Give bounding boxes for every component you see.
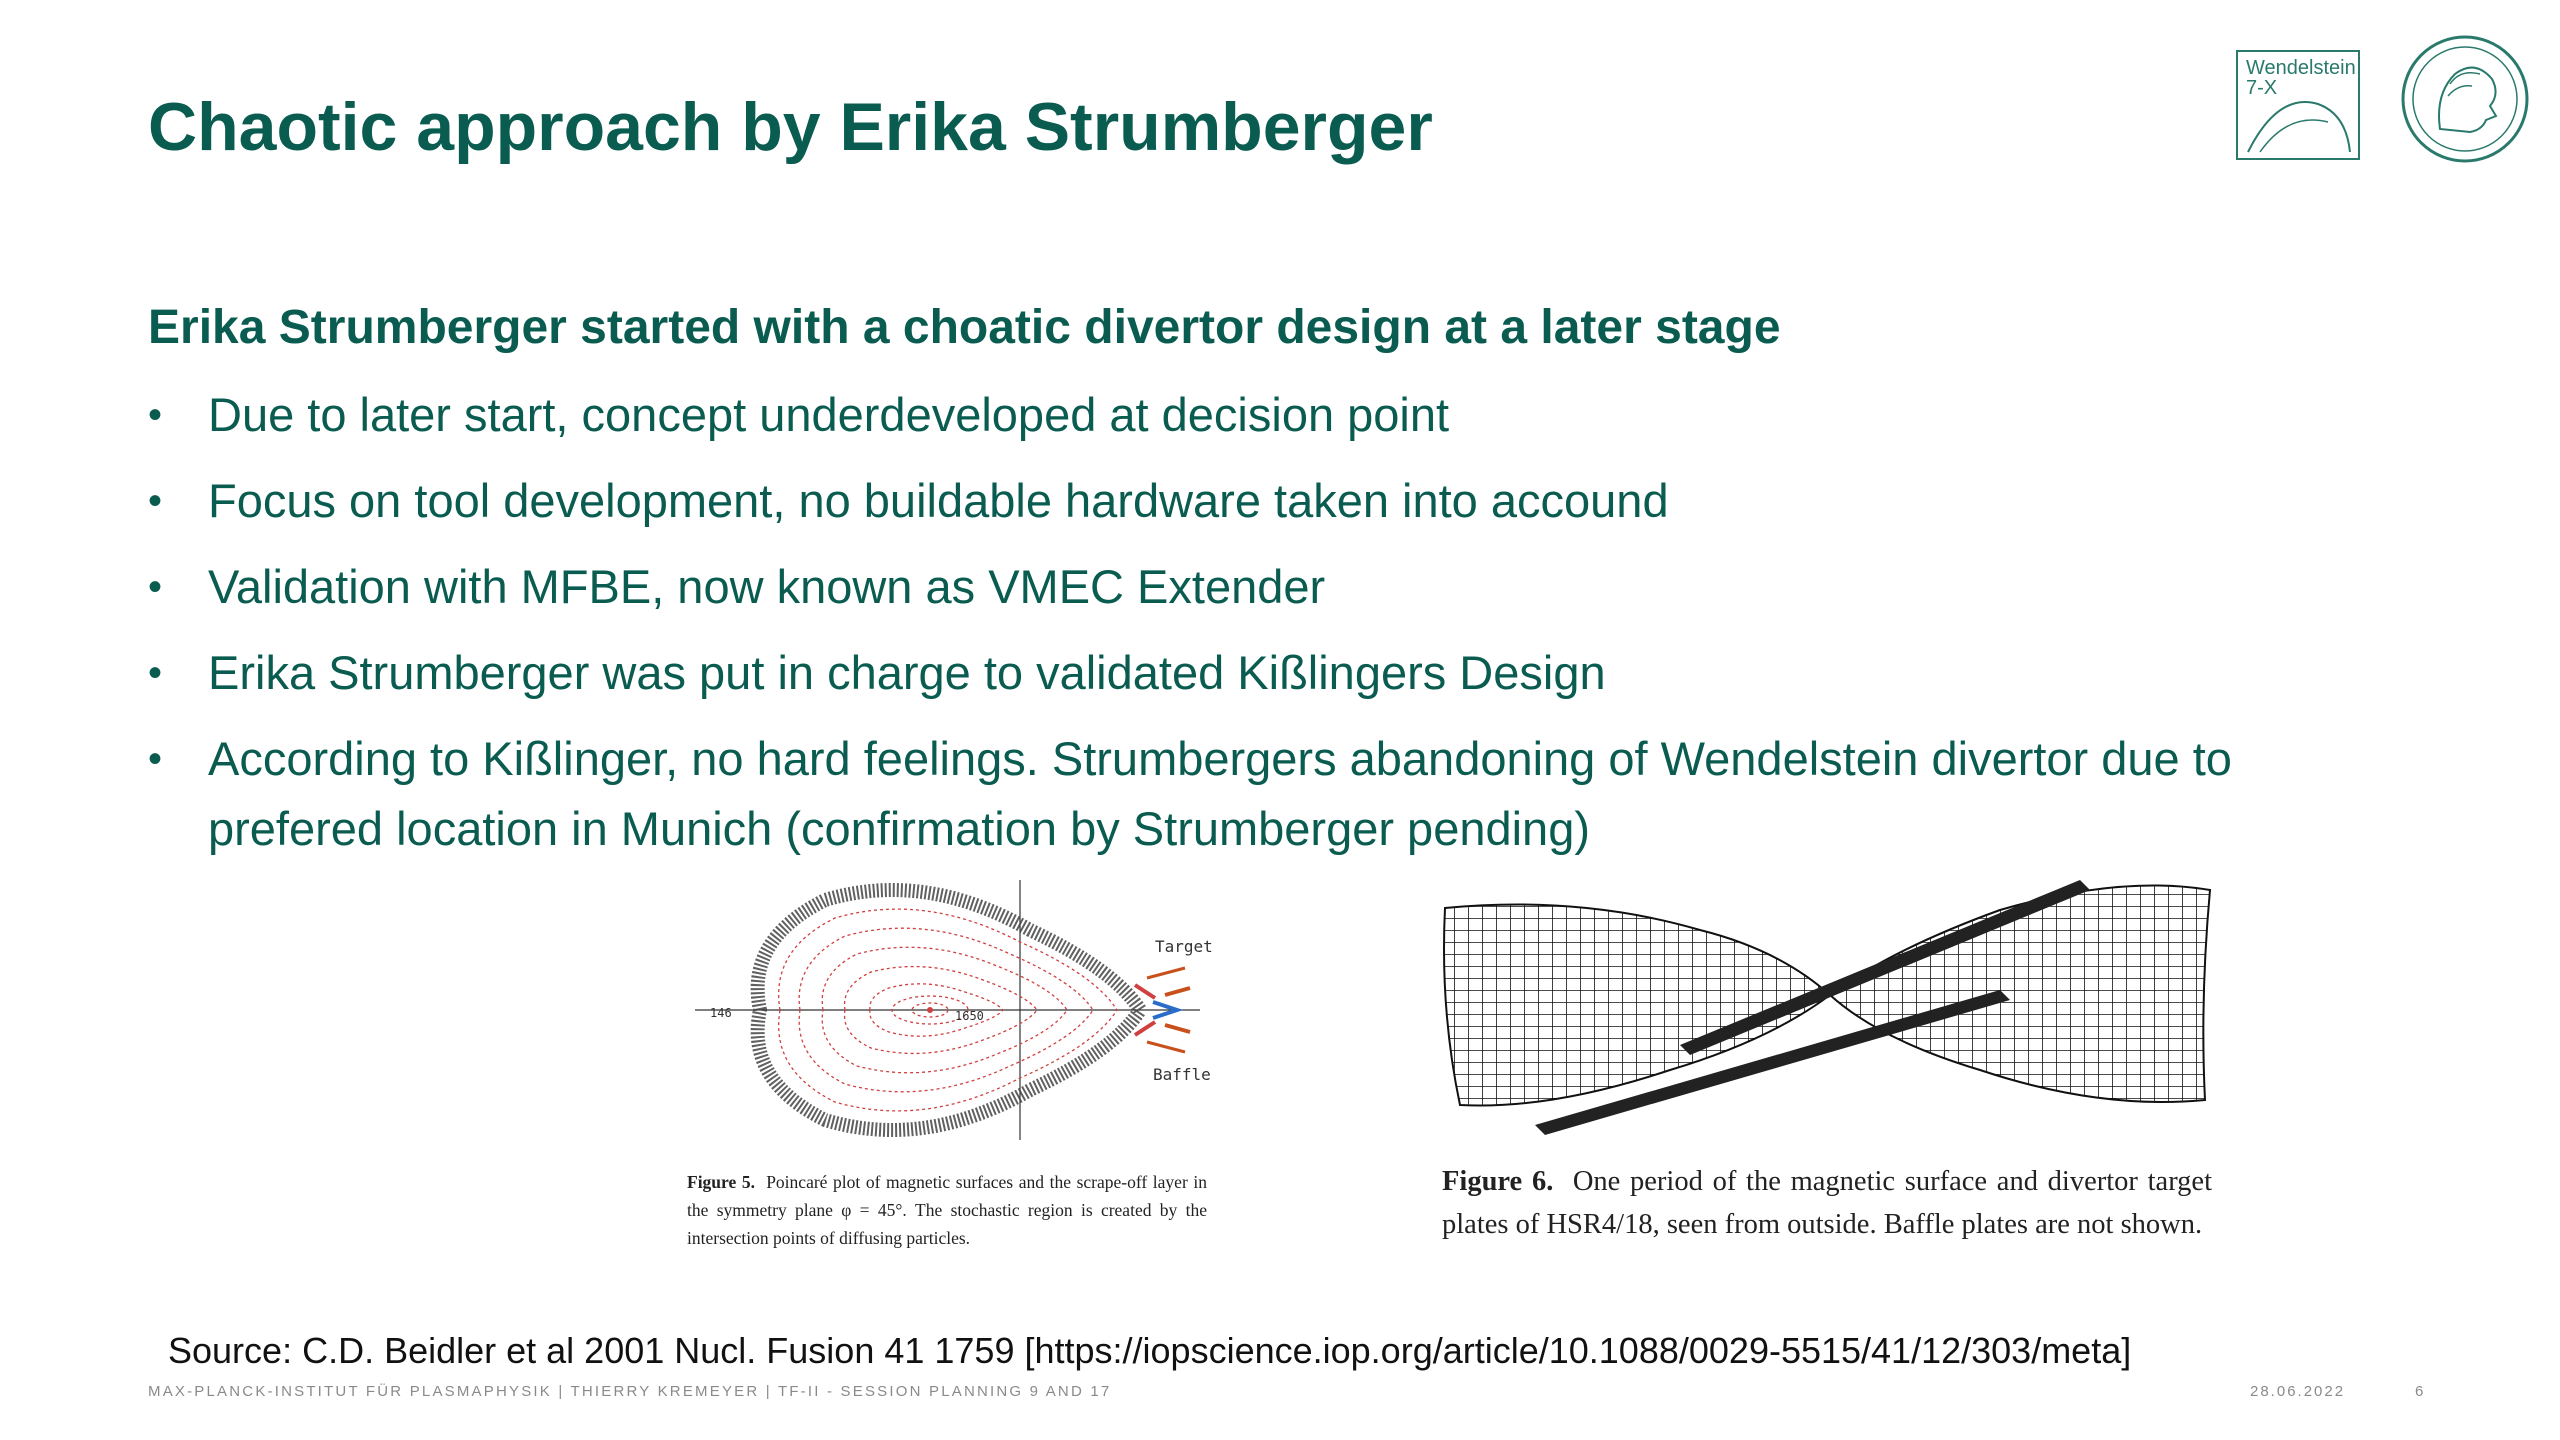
page-number: 6 (2415, 1383, 2424, 1400)
figure6-caption-text: One period of the magnetic surface and divertor target plates of HSR4/18, seen from outside. Baffle plates are not shown. (1442, 1166, 2213, 1240)
bullet-list (148, 380, 2408, 880)
bullet-item: • Erika Strumberger was put in charge to validated Kißlingers Design (148, 646, 1606, 699)
bullet-item: • According to Kißlinger, no hard feelings. Strumbergers abandoning of Wendelstein divertor due to prefered location in Munich (confirmation by Strumberger pending) (148, 732, 2232, 855)
max-planck-minerva-logo (2400, 34, 2530, 164)
figure6-number: Figure 6. (1442, 1166, 1554, 1197)
figure5-caption-text: Poincaré plot of magnetic surfaces and the scrape-off layer in the symmetry plane φ = 45°. The stochastic region is created by the intersection points of diffusing particles. (687, 1172, 1207, 1248)
bullet-item: • Focus on tool development, no buildable hardware taken into accound (148, 474, 1669, 527)
bullet-text: According to Kißlinger, no hard feelings. Strumbergers abandoning of Wendelstein divertor due to prefered location in Munich (confirmation by Strumberger pending) (208, 732, 2232, 855)
figure5-number: Figure 5. (687, 1172, 755, 1192)
slide-title: Chaotic approach by Erika Strumberger (148, 89, 1433, 165)
bullet-text: Due to later start, concept underdeveloped at decision point (208, 388, 1450, 441)
magnetic-surface-mesh-figure (1440, 870, 2220, 1130)
bullet-item: • Due to later start, concept underdeveloped at decision point (148, 388, 1450, 441)
footer-date: 28.06.2022 (2250, 1383, 2346, 1400)
poincare-plot-figure (685, 870, 1213, 1145)
bullet-item: • Validation with MFBE, now known as VMEC Extender (148, 560, 1326, 613)
baffle-label: Baffle (1153, 1065, 1211, 1084)
center-tick-label: 1650 (955, 1009, 984, 1023)
figure6-caption (1442, 1160, 2212, 1246)
target-label: Target (1155, 937, 1213, 956)
bullet-text: Erika Strumberger was put in charge to validated Kißlingers Design (208, 646, 1606, 699)
left-tick-label: 146 (710, 1006, 732, 1020)
bullet-text: Focus on tool development, no buildable hardware taken into accound (208, 474, 1669, 527)
source-citation: Source: C.D. Beidler et al 2001 Nucl. Fusion 41 1759 [https://iopscience.iop.org/article/10.1088/0029-5515/41/12/303/meta] (168, 1330, 2132, 1371)
footer-text: MAX-PLANCK-INSTITUT FÜR PLASMAPHYSIK | THIERRY KREMEYER | TF-II - SESSION PLANNING 9 AND 17 (148, 1383, 1112, 1400)
w7x-logo-text: Wendelstein 7-X (2246, 57, 2356, 99)
figure5-caption (687, 1168, 1207, 1252)
wendelstein-7x-logo (2236, 50, 2360, 160)
subheading: Erika Strumberger started with a choatic divertor design at a later stage (148, 301, 1781, 354)
bullet-text: Validation with MFBE, now known as VMEC Extender (208, 560, 1326, 613)
